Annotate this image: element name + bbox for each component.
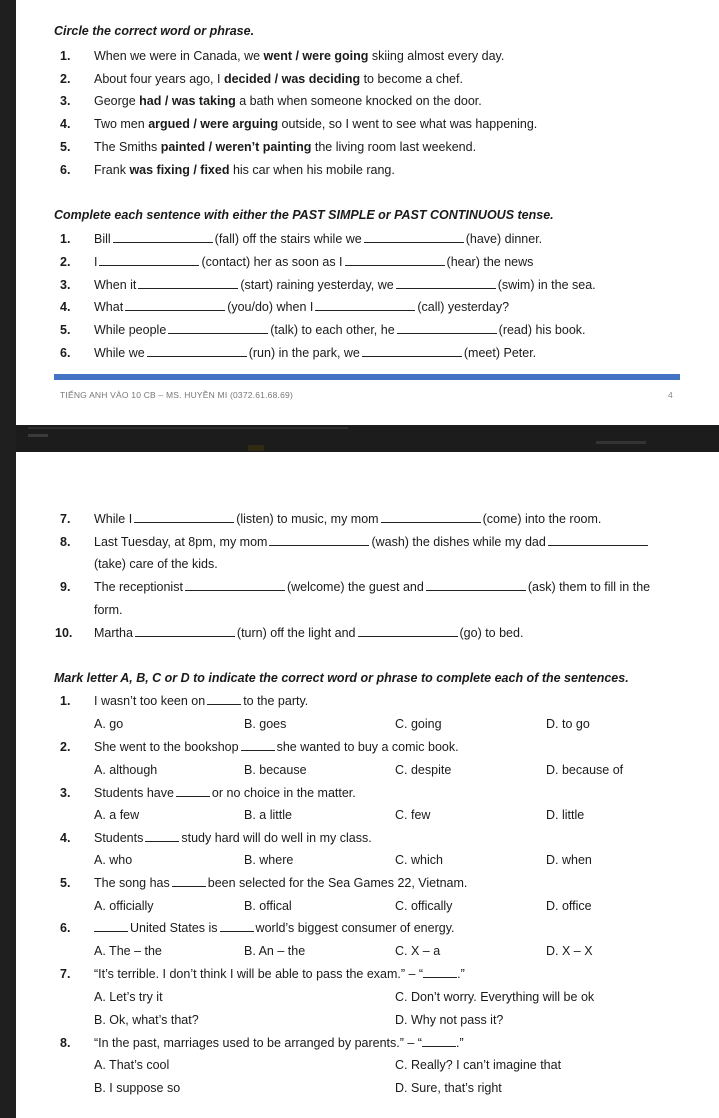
item-number: 7.	[60, 512, 71, 526]
option-a[interactable]: A. The – the	[94, 944, 162, 958]
option-d[interactable]: D. because of	[546, 763, 624, 777]
option-d[interactable]: D. Why not pass it?	[395, 1013, 504, 1027]
item-text: While people	[94, 323, 167, 337]
question-text: “In the past, marriages used to be arranged by parents.” – “	[94, 1036, 422, 1050]
item-text: (listen) to music, my mom	[236, 512, 379, 526]
question-text: world’s biggest consumer of energy.	[255, 921, 455, 935]
option-b[interactable]: B. because	[244, 763, 307, 777]
answer-blank[interactable]	[396, 278, 496, 289]
question-text: .”	[455, 1036, 464, 1050]
section-heading-tense: Complete each sentence with either the PAST SIMPLE or PAST CONTINUOUS tense.	[54, 208, 554, 222]
answer-blank[interactable]	[381, 512, 481, 523]
item-number: 4.	[60, 831, 71, 845]
choice-options[interactable]: had / was taking	[139, 94, 236, 108]
page-number: 4	[668, 390, 673, 400]
question-text: United States is	[130, 921, 218, 935]
item-text: Last Tuesday, at 8pm, my mom	[94, 535, 268, 549]
item-text: Martha	[94, 626, 133, 640]
choice-options[interactable]: painted / weren’t painting	[160, 140, 312, 154]
item-text: When we were in Canada, we	[94, 49, 264, 63]
item-text: (go) to bed.	[459, 626, 524, 640]
answer-blank[interactable]	[134, 512, 234, 523]
option-b[interactable]: B. Ok, what’s that?	[94, 1013, 199, 1027]
option-b[interactable]: B. goes	[244, 717, 287, 731]
question-text: .”	[457, 967, 465, 981]
option-c[interactable]: C. Don’t worry. Everything will be ok	[395, 990, 595, 1004]
item-text: to become a chef.	[360, 72, 463, 86]
question-text: Students	[94, 831, 144, 845]
answer-blank[interactable]	[125, 300, 225, 311]
item-number: 10.	[55, 626, 73, 640]
question-text: study hard will do well in my class.	[181, 831, 372, 845]
item-text: While we	[94, 346, 145, 360]
item-text: outside, so I went to see what was happening.	[278, 117, 538, 131]
item-text: (come) into the room.	[482, 512, 602, 526]
option-d[interactable]: D. when	[546, 853, 592, 867]
option-b[interactable]: B. offical	[244, 899, 292, 913]
item-text: Bill	[94, 232, 111, 246]
item-text: form.	[94, 603, 123, 617]
item-text: (wash) the dishes while my dad	[371, 535, 546, 549]
item-number: 3.	[60, 94, 71, 108]
item-text: When it	[94, 278, 137, 292]
answer-blank[interactable]	[241, 740, 275, 751]
answer-blank[interactable]	[548, 535, 648, 546]
item-text: (talk) to each other, he	[270, 323, 395, 337]
item-text: (hear) the news	[446, 255, 534, 269]
item-number: 5.	[60, 323, 71, 337]
question-text: The song has	[94, 876, 170, 890]
item-text: Two men	[94, 117, 149, 131]
answer-blank[interactable]	[135, 626, 235, 637]
question-text: “It’s terrible. I don’t think I will be able to pass the exam.” – “	[94, 967, 424, 981]
item-text: (welcome) the guest and	[286, 580, 424, 594]
item-text: George	[94, 94, 140, 108]
answer-blank[interactable]	[113, 232, 213, 243]
item-number: 2.	[60, 740, 71, 754]
item-text: I	[94, 255, 98, 269]
answer-blank[interactable]	[423, 967, 457, 978]
item-text: his car when his mobile rang.	[229, 163, 395, 177]
item-number: 4.	[60, 300, 71, 314]
answer-blank[interactable]	[99, 255, 199, 266]
question-text: been selected for the Sea Games 22, Vietnam.	[207, 876, 468, 890]
item-number: 9.	[60, 580, 71, 594]
choice-options[interactable]: was fixing / fixed	[129, 163, 230, 177]
item-number: 3.	[60, 278, 71, 292]
item-number: 6.	[60, 921, 71, 935]
answer-blank[interactable]	[176, 786, 210, 797]
item-number: 8.	[60, 1036, 71, 1050]
answer-blank[interactable]	[145, 831, 179, 842]
item-number: 1.	[60, 232, 71, 246]
item-text: (fall) off the stairs while we	[214, 232, 362, 246]
item-text: (swim) in the sea.	[497, 278, 596, 292]
question-text: she wanted to buy a comic book.	[276, 740, 459, 754]
option-a[interactable]: A. Let’s try it	[94, 990, 163, 1004]
item-number: 6.	[60, 346, 71, 360]
option-b[interactable]: B. An – the	[244, 944, 306, 958]
section-heading-circle: Circle the correct word or phrase.	[54, 24, 255, 38]
choice-options[interactable]: decided / was deciding	[223, 72, 361, 86]
item-text: (ask) them to fill in the	[527, 580, 651, 594]
option-a[interactable]: A. who	[94, 853, 133, 867]
option-a[interactable]: A. officially	[94, 899, 154, 913]
answer-blank[interactable]	[168, 323, 268, 334]
option-b[interactable]: B. where	[244, 853, 294, 867]
answer-blank[interactable]	[358, 626, 458, 637]
answer-blank[interactable]	[138, 278, 238, 289]
item-text: (you/do) when I	[227, 300, 314, 314]
option-b[interactable]: B. a little	[244, 808, 292, 822]
question-text: She went to the bookshop	[94, 740, 239, 754]
option-a[interactable]: A. go	[94, 717, 124, 731]
item-text: the living room last weekend.	[311, 140, 477, 154]
item-number: 1.	[60, 694, 71, 708]
item-number: 7.	[60, 967, 71, 981]
option-b[interactable]: B. I suppose so	[94, 1081, 181, 1095]
option-d[interactable]: D. X – X	[546, 944, 593, 958]
item-text: While I	[94, 512, 133, 526]
footer-divider-bar	[54, 374, 680, 380]
question-text: to the party.	[243, 694, 309, 708]
option-c[interactable]: C. Really? I can’t imagine that	[395, 1058, 562, 1072]
item-text: (take) care of the kids.	[94, 557, 218, 571]
option-c[interactable]: C. few	[395, 808, 431, 822]
answer-blank[interactable]	[364, 232, 464, 243]
answer-blank[interactable]	[147, 346, 247, 357]
option-c[interactable]: C. offically	[395, 899, 453, 913]
item-number: 1.	[60, 49, 71, 63]
option-c[interactable]: C. which	[395, 853, 443, 867]
item-text: About four years ago, I	[94, 72, 224, 86]
answer-blank[interactable]	[362, 346, 462, 357]
item-number: 5.	[60, 140, 71, 154]
option-d[interactable]: D. to go	[546, 717, 590, 731]
option-a[interactable]: A. a few	[94, 808, 140, 822]
option-a[interactable]: A. That’s cool	[94, 1058, 170, 1072]
left-dark-strip	[0, 0, 16, 1118]
answer-blank[interactable]	[345, 255, 445, 266]
answer-blank[interactable]	[269, 535, 369, 546]
answer-blank[interactable]	[426, 580, 526, 591]
answer-blank[interactable]	[185, 580, 285, 591]
option-d[interactable]: D. Sure, that’s right	[395, 1081, 502, 1095]
question-text: Students have	[94, 786, 174, 800]
item-text: (read) his book.	[498, 323, 586, 337]
item-text: (meet) Peter.	[463, 346, 537, 360]
choice-options[interactable]: argued / were arguing	[148, 117, 279, 131]
item-number: 3.	[60, 786, 71, 800]
answer-blank[interactable]	[397, 323, 497, 334]
page-break-band	[16, 425, 719, 452]
option-d[interactable]: D. little	[546, 808, 585, 822]
item-text: (start) raining yesterday, we	[240, 278, 394, 292]
question-text: I wasn’t too keen on	[94, 694, 206, 708]
item-number: 8.	[60, 535, 71, 549]
item-text: (have) dinner.	[465, 232, 543, 246]
item-text: skiing almost every day.	[368, 49, 505, 63]
answer-blank[interactable]	[172, 876, 206, 887]
item-number: 2.	[60, 255, 71, 269]
item-text: (call) yesterday?	[417, 300, 510, 314]
choice-options[interactable]: went / were going	[263, 49, 369, 63]
answer-blank[interactable]	[94, 921, 128, 932]
option-c[interactable]: C. despite	[395, 763, 452, 777]
item-text: (run) in the park, we	[248, 346, 360, 360]
item-text: (contact) her as soon as I	[201, 255, 343, 269]
option-c[interactable]: C. going	[395, 717, 442, 731]
item-text: (turn) off the light and	[236, 626, 356, 640]
item-text: What	[94, 300, 124, 314]
item-text: Frank	[94, 163, 130, 177]
answer-blank[interactable]	[220, 921, 254, 932]
option-a[interactable]: A. although	[94, 763, 158, 777]
item-number: 5.	[60, 876, 71, 890]
footer-text: TIẾNG ANH VÀO 10 CB – MS. HUYỀN MI (0372.61.68.69)	[60, 390, 293, 400]
option-c[interactable]: C. X – a	[395, 944, 441, 958]
item-number: 4.	[60, 117, 71, 131]
question-text: or no choice in the matter.	[211, 786, 356, 800]
item-number: 2.	[60, 72, 71, 86]
item-number: 6.	[60, 163, 71, 177]
item-text: a bath when someone knocked on the door.	[235, 94, 482, 108]
answer-blank[interactable]	[207, 694, 241, 705]
answer-blank[interactable]	[315, 300, 415, 311]
item-text: The Smiths	[94, 140, 161, 154]
section-heading-multiple-choice: Mark letter A, B, C or D to indicate the correct word or phrase to complete each of the sentences.	[54, 671, 629, 685]
option-d[interactable]: D. office	[546, 899, 592, 913]
item-text: The receptionist	[94, 580, 183, 594]
answer-blank[interactable]	[422, 1036, 456, 1047]
